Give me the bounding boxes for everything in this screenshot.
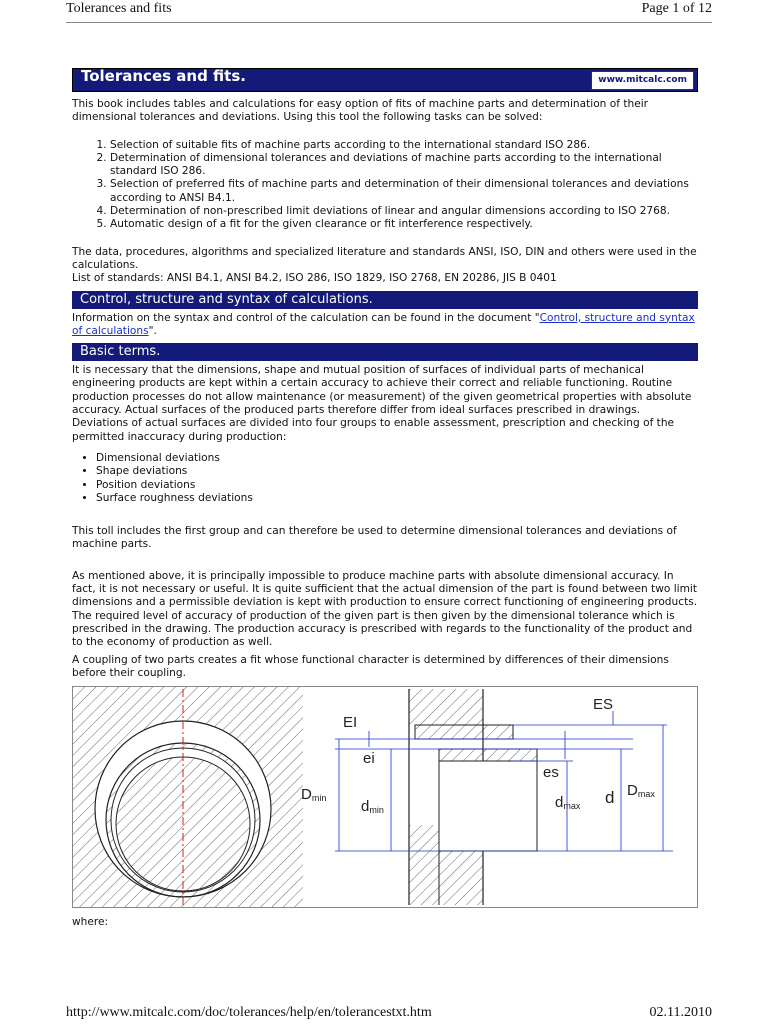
footer-url: http://www.mitcalc.com/doc/tolerances/help/en/tolerancestxt.htm (66, 1005, 432, 1020)
list-item: • Surface roughness deviations (96, 492, 698, 505)
accuracy-paragraph: As mentioned above, it is principally impossible to produce machine parts with absolute dimensional accuracy. In fact, it is not necessary or useful. It is quite sufficient that the actual dimension of the part is found between two limit dimensions and a permissible deviation is kept with production to ensure correct functioning of engineering products. The required level of accuracy of production of the given part is then given by the dimensional tolerance which is prescribed in the drawing. The production accuracy is prescribed with regards to the functionality of the product and to the economy of production as well. (72, 569, 698, 649)
label-dmax-shaft (555, 794, 581, 811)
label-dmin-hole (301, 786, 326, 803)
data-paragraph: The data, procedures, algorithms and specialized literature and standards ANSI, ISO, DIN and others were used in the calculations. (72, 245, 697, 271)
page-title: Tolerances and fits. (81, 67, 246, 85)
label-d: d (605, 788, 615, 808)
label-dmax-hole (627, 782, 655, 799)
label-dmin-hole-main: D (301, 786, 312, 804)
mitcalc-logo[interactable]: www.mitcalc.com (591, 71, 694, 90)
section-heading-control: Control, structure and syntax of calculations. (72, 291, 698, 309)
coupling-paragraph: A coupling of two parts creates a fit whose functional character is determined by differences of their dimensions before their coupling. (72, 653, 669, 679)
basic-terms-paragraph: It is necessary that the dimensions, shape and mutual position of surfaces of individual parts of mechanical engineering products are kept within a certain accuracy to achieve their correct and reliable functioning. Routine production processes do not allow maintenance (or measurement) of the given geometrical properties with absolute accuracy. Actual surfaces of the produced parts therefore differ from ideal surfaces prescribed in drawings. Deviations of actual surfaces are divided into four groups to enable assessment, prescription and checking of the permitted inaccuracy during production: (72, 364, 692, 443)
footer-date: 02.11.2010 (649, 1005, 712, 1020)
label-dmin-shaft-main: d (361, 798, 370, 816)
control-text: Information on the syntax and control of the calculation can be found in the document " (72, 311, 540, 324)
list-item: 5. Automatic design of a fit for the given clearance or fit interference respectively. (110, 218, 698, 231)
header-page-number: Page 1 of 12 (641, 1, 712, 16)
where-label: where: (72, 916, 109, 929)
label-dmax-shaft-sub: max (563, 801, 581, 812)
control-structure-link[interactable]: Control, structure and syntax of calculations (72, 311, 695, 337)
list-item: • Dimensional deviations (96, 452, 698, 465)
standards-paragraph: List of standards: ANSI B4.1, ANSI B4.2, ISO 286, ISO 1829, ISO 2768, EN 20286, JIS B 0401 (72, 272, 557, 285)
label-es-upper: ES (593, 696, 614, 714)
list-item: 2. Determination of dimensional tolerances and deviations of machine parts according to the international standard ISO 286. (110, 152, 698, 179)
list-item: 1. Selection of suitable fits of machine parts according to the international standard ISO 286. (110, 139, 698, 152)
toll-paragraph: This toll includes the first group and can therefore be used to determine dimensional tolerances and deviations of machine parts. (72, 525, 677, 551)
label-dmax-hole-sub: max (637, 789, 655, 800)
control-paragraph (72, 312, 698, 339)
list-item: 3. Selection of preferred fits of machine parts and determination of their dimensional tolerances and deviations according to ANSI B4.1. (110, 178, 698, 205)
cross-section-view (73, 687, 303, 907)
task-list (72, 139, 698, 232)
label-dmin-hole-sub: min (311, 793, 327, 804)
fit-diagram-svg (73, 687, 697, 907)
label-dmax-hole-main: D (627, 782, 638, 800)
header-title: Tolerances and fits (66, 1, 172, 16)
title-bar (72, 68, 698, 92)
document-content (72, 68, 698, 933)
list-item: • Position deviations (96, 479, 698, 492)
longitudinal-section-view (335, 689, 673, 905)
control-text-end: ". (148, 324, 157, 337)
page-header (66, 0, 712, 23)
label-es-lower: es (543, 764, 559, 782)
deviation-list (72, 452, 698, 505)
label-dmin-shaft-sub: min (369, 805, 384, 816)
section-heading-basic-terms: Basic terms. (72, 343, 698, 361)
label-dmax-shaft-main: d (555, 794, 564, 812)
label-ei-upper: EI (343, 714, 358, 732)
list-item: • Shape deviations (96, 465, 698, 478)
intro-paragraph: This book includes tables and calculations for easy option of fits of machine parts and determination of their dimensional tolerances and deviations. Using this tool the following tasks can be solved: (72, 98, 649, 124)
label-dmin-shaft (361, 798, 384, 815)
label-ei-lower: ei (363, 750, 375, 768)
list-item: 4. Determination of non-prescribed limit deviations of linear and angular dimensions according to ISO 2768. (110, 205, 698, 218)
fit-diagram (72, 686, 698, 908)
